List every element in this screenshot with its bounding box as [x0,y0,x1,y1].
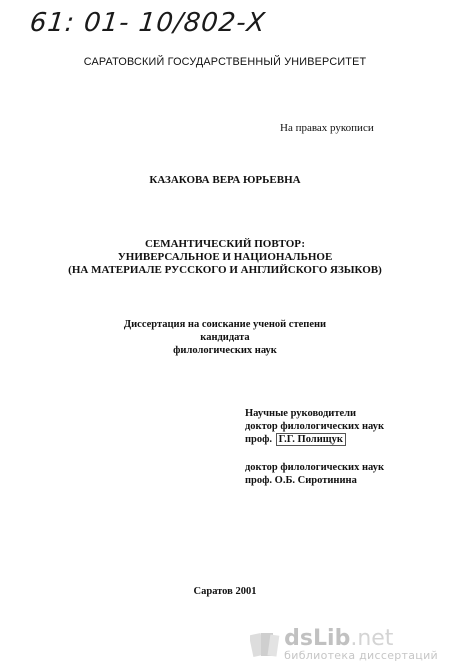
degree-line-2: кандидата [200,332,250,343]
supervisor-1-prefix: проф. [245,434,273,445]
supervisors-block [245,407,384,487]
supervisor-1-degree: доктор филологических наук [245,421,385,432]
supervisor-1-name: Г.Г. Полищук [276,433,346,446]
supervisor-1-line [245,433,384,446]
handwritten-catalog-code: 61: 01- 10/802-Х [28,8,268,38]
title-line-3: (НА МАТЕРИАЛЕ РУССКОГО И АНГЛИЙСКОГО ЯЗЫКОВ) [68,264,382,276]
supervisors-heading: Научные руководители [245,408,357,419]
dslib-watermark [250,627,438,662]
watermark-tld: .net [350,626,394,652]
degree-line-3: филологических наук [173,345,277,356]
title-line-2: УНИВЕРСАЛЬНОЕ И НАЦИОНАЛЬНОЕ [117,251,333,263]
city-and-year: Саратов 2001 [193,586,257,597]
manuscript-rights-note: На правах рукописи [280,122,374,134]
degree-line-1: Диссертация на соискание ученой степени [123,319,327,330]
watermark-brand: dsLib [284,626,351,652]
university-name: САРАТОВСКИЙ ГОСУДАРСТВЕННЫЙ УНИВЕРСИТЕТ [83,56,367,68]
dslib-logo-icon [250,630,280,660]
supervisor-2-degree: доктор филологических наук [245,462,385,473]
title-line-1: СЕМАНТИЧЕСКИЙ ПОВТОР: [144,238,306,250]
dissertation-title [0,238,450,277]
supervisor-2-line: проф. О.Б. Сиротинина [245,475,357,486]
watermark-subtitle: библиотека диссертаций [284,649,438,663]
degree-statement [0,318,450,357]
author-name: КАЗАКОВА ВЕРА ЮРЬЕВНА [149,174,301,186]
